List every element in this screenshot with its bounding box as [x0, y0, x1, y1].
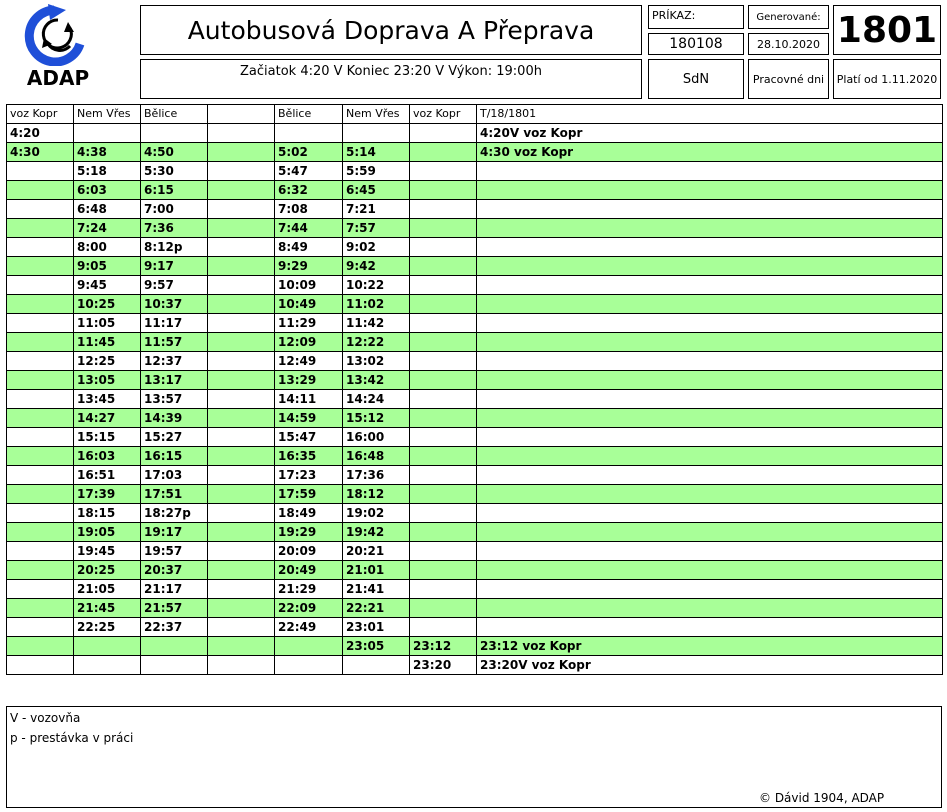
column-header: Bělice [141, 105, 208, 124]
time-cell: 16:00 [343, 428, 410, 447]
time-cell: 12:25 [74, 352, 141, 371]
time-cell [7, 181, 74, 200]
time-cell: 23:20V voz Kopr [477, 656, 943, 675]
time-cell: 18:15 [74, 504, 141, 523]
time-cell: 14:27 [74, 409, 141, 428]
time-cell: 12:37 [141, 352, 208, 371]
time-cell [208, 580, 275, 599]
column-header: Nem Vřes [74, 105, 141, 124]
time-cell: 5:59 [343, 162, 410, 181]
table-row [7, 124, 943, 143]
time-cell [208, 656, 275, 675]
copyright: © Dávid 1904, ADAP [759, 791, 885, 805]
time-cell [7, 333, 74, 352]
table-row [7, 314, 943, 333]
time-cell [477, 181, 943, 200]
time-cell [7, 409, 74, 428]
time-cell: 6:48 [74, 200, 141, 219]
time-cell [477, 390, 943, 409]
table-row [7, 181, 943, 200]
time-cell: 16:48 [343, 447, 410, 466]
time-cell [477, 276, 943, 295]
time-cell [7, 504, 74, 523]
time-cell: 14:39 [141, 409, 208, 428]
time-cell [477, 333, 943, 352]
time-cell: 6:32 [275, 181, 343, 200]
time-cell [7, 466, 74, 485]
table-row [7, 580, 943, 599]
time-cell: 21:01 [343, 561, 410, 580]
time-cell [208, 352, 275, 371]
time-cell [477, 466, 943, 485]
time-cell: 20:49 [275, 561, 343, 580]
time-cell [410, 257, 477, 276]
time-cell [410, 504, 477, 523]
time-cell [208, 371, 275, 390]
time-cell: 10:37 [141, 295, 208, 314]
time-cell: 15:15 [74, 428, 141, 447]
time-cell: 7:00 [141, 200, 208, 219]
time-cell [410, 466, 477, 485]
time-cell [410, 219, 477, 238]
time-cell: 12:22 [343, 333, 410, 352]
table-header-row [7, 105, 943, 124]
time-cell: 15:27 [141, 428, 208, 447]
valid-from: Platí od 1.11.2020 [833, 59, 941, 99]
time-cell: 4:50 [141, 143, 208, 162]
time-cell [477, 428, 943, 447]
table-row [7, 219, 943, 238]
time-cell [477, 238, 943, 257]
time-cell: 16:51 [74, 466, 141, 485]
time-cell [74, 656, 141, 675]
time-cell [7, 295, 74, 314]
time-cell: 10:09 [275, 276, 343, 295]
time-cell [7, 238, 74, 257]
time-cell: 6:45 [343, 181, 410, 200]
time-cell [7, 428, 74, 447]
time-cell [74, 124, 141, 143]
time-cell [7, 314, 74, 333]
time-cell: 13:17 [141, 371, 208, 390]
time-cell: 17:39 [74, 485, 141, 504]
time-cell [477, 447, 943, 466]
table-row [7, 162, 943, 181]
time-cell: 14:11 [275, 390, 343, 409]
time-cell: 19:29 [275, 523, 343, 542]
table-row [7, 561, 943, 580]
time-cell: 18:49 [275, 504, 343, 523]
time-cell: 19:02 [343, 504, 410, 523]
time-cell [208, 637, 275, 656]
time-cell [208, 523, 275, 542]
time-cell [208, 181, 275, 200]
time-cell: 23:12 voz Kopr [477, 637, 943, 656]
column-header [208, 105, 275, 124]
time-cell [208, 542, 275, 561]
time-cell: 22:49 [275, 618, 343, 637]
time-cell [7, 219, 74, 238]
time-cell: 5:30 [141, 162, 208, 181]
column-header: T/18/1801 [477, 105, 943, 124]
time-cell [208, 124, 275, 143]
time-cell: 18:27p [141, 504, 208, 523]
time-cell [7, 599, 74, 618]
time-cell [208, 257, 275, 276]
time-cell: 20:09 [275, 542, 343, 561]
table-row [7, 352, 943, 371]
time-cell: 22:25 [74, 618, 141, 637]
time-cell [477, 523, 943, 542]
time-cell [477, 257, 943, 276]
time-cell: 11:02 [343, 295, 410, 314]
time-cell [410, 276, 477, 295]
time-cell [410, 200, 477, 219]
time-cell: 13:45 [74, 390, 141, 409]
time-cell [410, 447, 477, 466]
time-cell: 17:23 [275, 466, 343, 485]
table-row [7, 504, 943, 523]
time-cell [477, 371, 943, 390]
time-cell: 9:05 [74, 257, 141, 276]
time-cell: 7:44 [275, 219, 343, 238]
time-cell [7, 447, 74, 466]
time-cell: 21:57 [141, 599, 208, 618]
time-cell [208, 561, 275, 580]
time-cell: 12:09 [275, 333, 343, 352]
time-cell [477, 409, 943, 428]
time-cell [7, 618, 74, 637]
time-cell: 9:45 [74, 276, 141, 295]
time-cell: 9:42 [343, 257, 410, 276]
column-header: Nem Vřes [343, 105, 410, 124]
time-cell [410, 238, 477, 257]
time-cell [410, 390, 477, 409]
time-cell: 11:45 [74, 333, 141, 352]
time-cell [208, 428, 275, 447]
time-cell [141, 124, 208, 143]
time-cell [477, 599, 943, 618]
time-cell [410, 124, 477, 143]
time-cell: 10:25 [74, 295, 141, 314]
time-cell [7, 257, 74, 276]
time-cell [410, 314, 477, 333]
time-cell [208, 333, 275, 352]
time-cell [208, 219, 275, 238]
time-cell: 20:37 [141, 561, 208, 580]
time-cell [208, 390, 275, 409]
table-row [7, 656, 943, 675]
note-depot: V - vozovňa [10, 711, 81, 725]
time-cell: 5:02 [275, 143, 343, 162]
time-cell [410, 561, 477, 580]
time-cell [7, 162, 74, 181]
time-cell [208, 485, 275, 504]
table-row [7, 143, 943, 162]
time-cell [477, 295, 943, 314]
time-cell: 13:05 [74, 371, 141, 390]
time-cell: 13:02 [343, 352, 410, 371]
time-cell: 12:49 [275, 352, 343, 371]
table-row [7, 333, 943, 352]
time-cell: 9:17 [141, 257, 208, 276]
time-cell [410, 523, 477, 542]
table-row [7, 238, 943, 257]
time-cell: 14:59 [275, 409, 343, 428]
time-cell: 18:12 [343, 485, 410, 504]
time-cell [208, 162, 275, 181]
time-cell: 6:15 [141, 181, 208, 200]
table-row [7, 257, 943, 276]
order-value: 180108 [648, 33, 744, 55]
time-cell: 4:30 voz Kopr [477, 143, 943, 162]
generated-label: Generované: [748, 5, 829, 29]
time-cell [7, 637, 74, 656]
time-cell: 13:57 [141, 390, 208, 409]
time-cell: 11:42 [343, 314, 410, 333]
time-cell [7, 485, 74, 504]
time-cell [410, 428, 477, 447]
time-cell: 21:45 [74, 599, 141, 618]
table-row [7, 618, 943, 637]
table-row [7, 371, 943, 390]
time-cell: 21:05 [74, 580, 141, 599]
time-cell: 4:38 [74, 143, 141, 162]
time-cell [477, 504, 943, 523]
time-cell: 5:47 [275, 162, 343, 181]
time-cell: 20:25 [74, 561, 141, 580]
bus-arrows-logo-icon [8, 4, 108, 66]
time-cell [7, 390, 74, 409]
time-cell: 16:35 [275, 447, 343, 466]
table-row [7, 295, 943, 314]
time-cell: 19:42 [343, 523, 410, 542]
time-cell [410, 485, 477, 504]
time-cell: 21:29 [275, 580, 343, 599]
time-cell [208, 238, 275, 257]
column-header: Bělice [275, 105, 343, 124]
time-cell [208, 466, 275, 485]
time-cell [208, 314, 275, 333]
time-cell: 4:20V voz Kopr [477, 124, 943, 143]
time-cell [7, 523, 74, 542]
time-cell: 11:57 [141, 333, 208, 352]
time-cell: 11:17 [141, 314, 208, 333]
time-cell [7, 352, 74, 371]
time-cell [275, 656, 343, 675]
time-cell [7, 561, 74, 580]
time-cell [7, 276, 74, 295]
table-row [7, 599, 943, 618]
time-cell: 17:36 [343, 466, 410, 485]
time-cell: 7:21 [343, 200, 410, 219]
shift-summary: Začiatok 4:20 V Koniec 23:20 V Výkon: 19:00h [140, 59, 642, 99]
time-cell [477, 618, 943, 637]
time-cell: 8:49 [275, 238, 343, 257]
time-cell [208, 276, 275, 295]
time-cell [343, 656, 410, 675]
time-cell [343, 124, 410, 143]
time-cell: 4:20 [7, 124, 74, 143]
time-cell [141, 656, 208, 675]
time-cell: 5:18 [74, 162, 141, 181]
time-cell [208, 295, 275, 314]
time-cell [477, 219, 943, 238]
time-cell [410, 618, 477, 637]
time-cell: 21:17 [141, 580, 208, 599]
time-cell: 15:47 [275, 428, 343, 447]
table-row [7, 542, 943, 561]
table-row [7, 637, 943, 656]
service-code: SdN [648, 59, 744, 99]
time-cell: 7:24 [74, 219, 141, 238]
table-row [7, 485, 943, 504]
time-cell [410, 599, 477, 618]
table-row [7, 409, 943, 428]
time-cell: 4:30 [7, 143, 74, 162]
time-cell: 13:42 [343, 371, 410, 390]
time-cell: 22:21 [343, 599, 410, 618]
table-row [7, 523, 943, 542]
time-cell [477, 200, 943, 219]
time-cell [410, 542, 477, 561]
time-cell: 17:51 [141, 485, 208, 504]
time-cell: 7:08 [275, 200, 343, 219]
route-number: 1801 [833, 5, 941, 55]
time-cell: 11:29 [275, 314, 343, 333]
time-cell [275, 637, 343, 656]
time-cell [7, 371, 74, 390]
time-cell: 10:22 [343, 276, 410, 295]
time-cell: 19:45 [74, 542, 141, 561]
time-cell: 22:37 [141, 618, 208, 637]
table-row [7, 276, 943, 295]
time-cell [208, 200, 275, 219]
time-cell [410, 162, 477, 181]
time-cell [7, 656, 74, 675]
time-cell: 16:15 [141, 447, 208, 466]
time-cell: 5:14 [343, 143, 410, 162]
time-cell [208, 409, 275, 428]
time-cell [7, 542, 74, 561]
time-cell [410, 352, 477, 371]
time-cell: 22:09 [275, 599, 343, 618]
time-cell [410, 143, 477, 162]
time-cell: 13:29 [275, 371, 343, 390]
table-row [7, 200, 943, 219]
generated-date: 28.10.2020 [748, 33, 829, 55]
table-row [7, 466, 943, 485]
time-cell: 20:21 [343, 542, 410, 561]
time-cell: 8:12p [141, 238, 208, 257]
time-cell [410, 181, 477, 200]
time-cell [208, 599, 275, 618]
time-cell [74, 637, 141, 656]
time-cell: 23:12 [410, 637, 477, 656]
time-cell [477, 542, 943, 561]
company-name: Autobusová Doprava A Přeprava [140, 5, 642, 55]
time-cell [275, 124, 343, 143]
column-header: voz Kopr [410, 105, 477, 124]
time-cell [208, 618, 275, 637]
time-cell [410, 409, 477, 428]
column-header: voz Kopr [7, 105, 74, 124]
time-cell [477, 485, 943, 504]
time-cell: 7:36 [141, 219, 208, 238]
time-cell: 19:17 [141, 523, 208, 542]
time-cell: 19:05 [74, 523, 141, 542]
time-cell: 9:02 [343, 238, 410, 257]
table-row [7, 390, 943, 409]
operating-days: Pracovné dni [748, 59, 829, 99]
time-cell: 9:29 [275, 257, 343, 276]
time-cell [477, 352, 943, 371]
time-cell [410, 333, 477, 352]
time-cell [410, 580, 477, 599]
time-cell [141, 637, 208, 656]
time-cell: 15:12 [343, 409, 410, 428]
time-cell: 23:01 [343, 618, 410, 637]
time-cell [7, 200, 74, 219]
time-cell: 14:24 [343, 390, 410, 409]
notes-box [6, 706, 942, 808]
logo-text: ADAP [26, 66, 90, 90]
order-label: PRÍKAZ: [648, 5, 744, 29]
time-cell [7, 580, 74, 599]
time-cell: 21:41 [343, 580, 410, 599]
table-row [7, 428, 943, 447]
table-row [7, 447, 943, 466]
time-cell: 8:00 [74, 238, 141, 257]
time-cell: 10:49 [275, 295, 343, 314]
time-cell: 17:59 [275, 485, 343, 504]
time-cell: 17:03 [141, 466, 208, 485]
time-cell: 23:05 [343, 637, 410, 656]
time-cell: 23:20 [410, 656, 477, 675]
time-cell [477, 162, 943, 181]
time-cell [410, 371, 477, 390]
note-break: p - prestávka v práci [10, 731, 134, 745]
time-cell: 19:57 [141, 542, 208, 561]
company-logo [8, 4, 132, 96]
time-cell [208, 143, 275, 162]
time-cell [410, 295, 477, 314]
time-cell: 6:03 [74, 181, 141, 200]
time-cell [208, 447, 275, 466]
time-cell [477, 580, 943, 599]
time-cell: 9:57 [141, 276, 208, 295]
time-cell [477, 314, 943, 333]
time-cell: 16:03 [74, 447, 141, 466]
time-cell [477, 561, 943, 580]
time-cell: 7:57 [343, 219, 410, 238]
time-cell: 11:05 [74, 314, 141, 333]
timetable [6, 104, 943, 675]
time-cell [208, 504, 275, 523]
